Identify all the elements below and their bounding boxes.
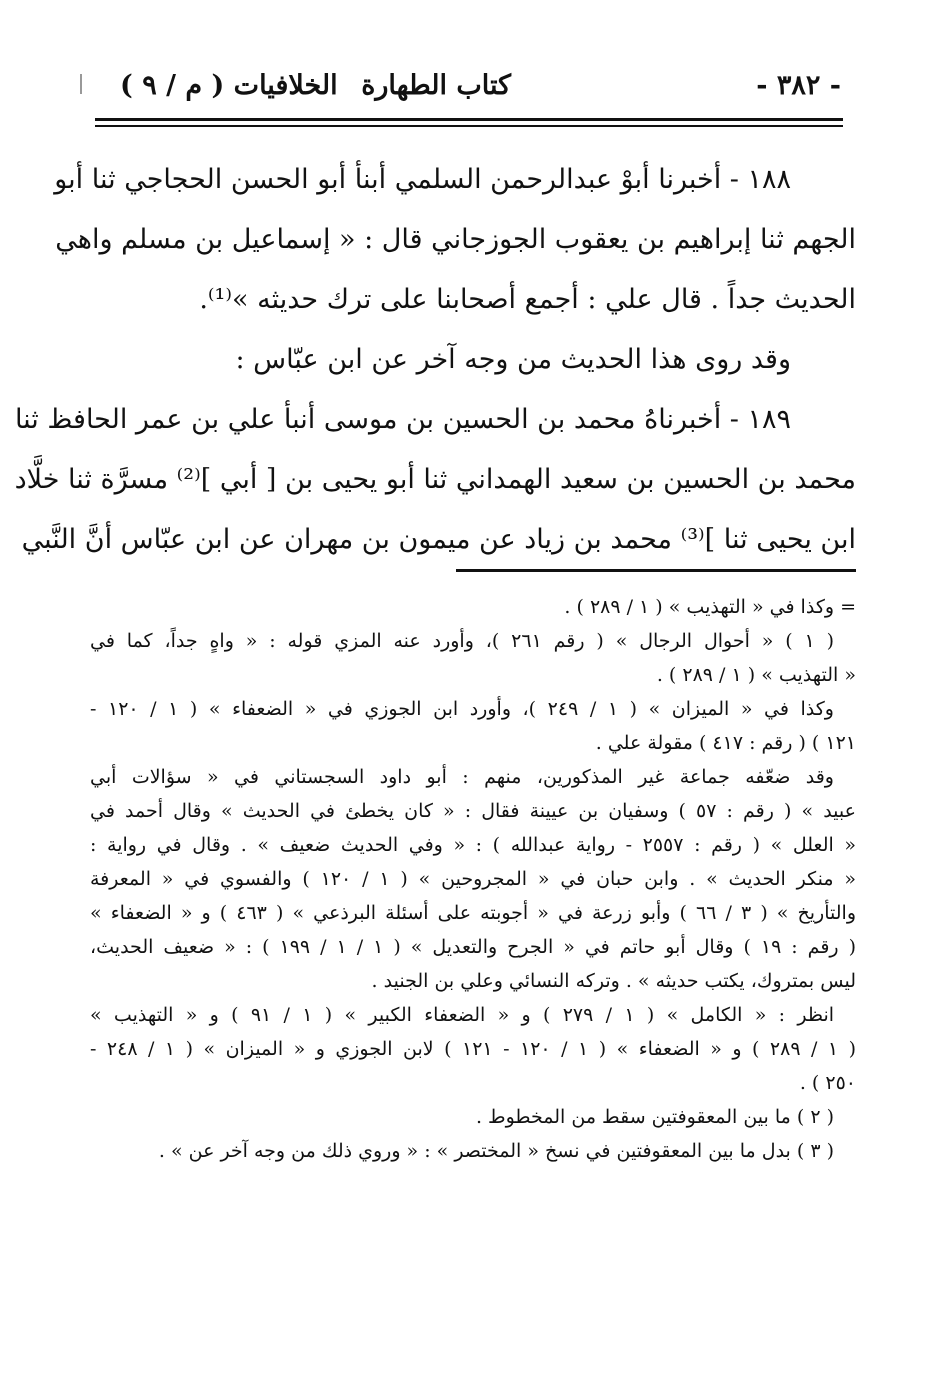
text-line: وقد روى هذا الحديث من وجه آخر عن ابن عبّاس : [235, 344, 791, 375]
text-line: محمد بن الحسين بن سعيد الهمداني ثنا أبو يحيى بن [ أبي ]⁽²⁾ مسرَّة ثنا خلَّاد [14, 464, 856, 495]
footnote-line: « العلل » ( رقم : ٢٥٥٧ - رواية عبدالله ) : « وفي الحديث ضعيف » . وقال في رواية : [90, 834, 856, 856]
footnote-line: وقد ضعّفه جماعة غير المذكورين، منهم : أبو داود السجستاني في « سؤالات أبي [90, 766, 834, 788]
text-line: الجهم ثنا إبراهيم بن يعقوب الجوزجاني قال : « إسماعيل بن مسلم واهي [55, 224, 856, 255]
footnote-line: ( ١ / ٢٨٩ ) و « الضعفاء » ( ١ / ١٢٠ - ١٢١ ) لابن الجوزي و « الميزان » ( ١ / ٢٤٨ - [90, 1038, 857, 1060]
footnote-line: ٢٥٠ ) . [799, 1072, 856, 1094]
footnote-line: ١٢١ ) ( رقم : ٤١٧ ) مقولة علي . [595, 732, 856, 754]
text-line: ١٨٨ - أخبرنا أبوْ عبدالرحمن السلمي أبنأ أبو الحسن الحجاجي ثنا أبو [54, 164, 791, 195]
footnote-line: والتأريخ » ( ٣ / ٦٦ ) وأبو زرعة في « أجوبته على أسئلة البرذعي » ( ٤٦٣ ) و « الضعفاء » [90, 902, 857, 924]
footnote-line: ( ١ ) « أحوال الرجال » ( رقم ٢٦١ )، وأورد عنه المزي قوله : « واهٍ جداً، كما في [90, 630, 835, 652]
footnote-line: وكذا في « الميزان » ( ١ / ٢٤٩ )، وأورد ابن الجوزي في « الضعفاء » ( ١ / ١٢٠ - [90, 698, 834, 720]
footnote-line: ( ٢ ) ما بين المعقوفتين سقط من المخطوط . [475, 1106, 834, 1128]
footnote-line: = وكذا في « التهذيب » ( ١ / ٢٨٩ ) . [564, 596, 856, 618]
footnote-line: « منكر الحديث » . وابن حبان في « المجروحين » ( ١ / ١٢٠ ) والفسوي في « المعرفة [90, 868, 856, 890]
footnotes [90, 590, 856, 1168]
section-title: الخلافيات ( م / ٩ ) [120, 70, 338, 101]
footnote-separator [456, 569, 856, 572]
main-text [14, 150, 856, 570]
footnote-line: « التهذيب » ( ١ / ٢٨٩ ) . [656, 664, 856, 686]
footnote-line: ( ٣ ) بدل ما بين المعقوفتين في نسخ « المختصر » : « وروي ذلك من وجه آخر عن » . [158, 1140, 834, 1162]
header-rule-thick [95, 118, 843, 121]
footnote-line: انظر : « الكامل » ( ١ / ٢٧٩ ) و « الضعفاء الكبير » ( ١ / ٩١ ) و « التهذيب » [90, 1004, 835, 1026]
text-line: ١٨٩ - أخبرناهُ محمد بن الحسين بن موسى أنبأ علي بن عمر الحافظ ثنا [14, 404, 791, 435]
footnote-line: ( رقم : ١٩ ) وقال أبو حاتم في « الجرح والتعديل » ( ١ / ١ / ١٩٩ ) : « ضعيف الحديث، [90, 936, 856, 958]
footnote-line: عبيد » ( رقم : ٥٧ ) وسفيان بن عيينة فقال : « كان يخطئ في الحديث » وقال أحمد في [90, 800, 856, 822]
page-number: - ٣٨٢ - [756, 70, 841, 101]
book-title: كتاب الطهارة [361, 70, 511, 101]
text-line: الحديث جداً . قال علي : أجمع أصحابنا على ترك حديثه »⁽¹⁾. [199, 284, 856, 315]
text-line: ابن يحيى ثنا ]⁽³⁾ محمد بن زياد عن ميمون بن مهران عن ابن عبّاس أنَّ النَّبي [21, 524, 856, 555]
margin-mark [80, 74, 82, 94]
header-rule-thin [95, 125, 843, 127]
footnote-line: ليس بمتروك، يكتب حديثه » . وتركه النسائي وعلي بن الجنيد . [371, 970, 856, 992]
running-header [120, 70, 841, 110]
